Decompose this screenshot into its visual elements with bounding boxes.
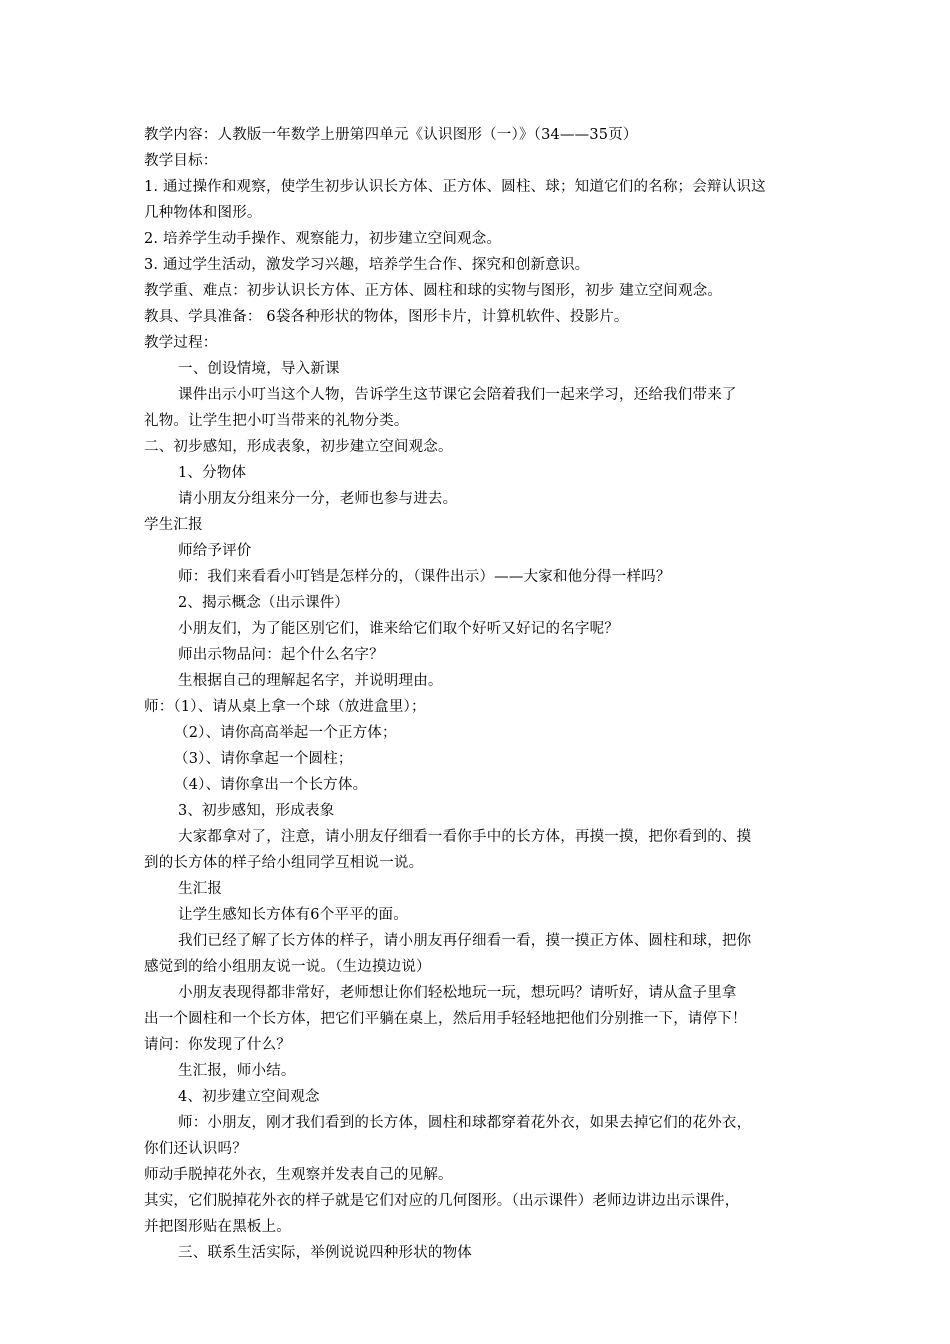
text-line: 教学重、难点：初步认识长方体、正方体、圆柱和球的实物与图形，初步 建立空间观念。 — [144, 283, 723, 299]
text-line: 我们已经了解了长方体的样子，请小朋友再仔细看一看，摸一摸正方体、圆柱和球，把你 — [178, 933, 752, 949]
text-line: 感觉到的给小组朋友说一说。（生边摸边说） — [144, 959, 431, 975]
text-line: 二、初步感知，形成表象，初步建立空间观念。 — [144, 439, 453, 455]
text-line: 其实，它们脱掉花外衣的样子就是它们对应的几何图形。（出示课件）老师边讲边出示课件， — [144, 1193, 740, 1209]
text-line: 你们还认识吗？ — [144, 1141, 247, 1157]
text-line: 让学生感知长方体有6个平平的面。 — [178, 907, 408, 923]
text-line: 3、初步感知，形成表象 — [178, 803, 335, 819]
text-line: 请小朋友分组来分一分，老师也参与进去。 — [178, 491, 458, 507]
text-line: 师：我们来看看小叮铛是怎样分的，（课件出示）——大家和他分得一样吗？ — [178, 569, 671, 585]
text-line: 学生汇报 — [144, 517, 203, 533]
text-line: 教学目标： — [144, 153, 218, 169]
text-line: 生汇报 — [178, 881, 223, 897]
text-line: 一、创设情境，导入新课 — [178, 361, 340, 377]
text-line: 三、联系生活实际，举例说说四种形状的物体 — [178, 1245, 472, 1261]
text-line: （2）、请你高高举起一个正方体； — [174, 725, 397, 741]
text-line: 课件出示小叮当这个人物，告诉学生这节课它会陪着我们一起来学习，还给我们带来了 — [178, 387, 737, 403]
text-line: 1. 通过操作和观察，使学生初步认识长方体、正方体、圆柱、球；知道它们的名称；会辩认识这 — [144, 179, 766, 195]
text-line: 并把图形贴在黑板上。 — [144, 1219, 291, 1235]
text-line: （3）、请你拿起一个圆柱； — [174, 751, 353, 767]
text-line: 师出示物品问：起个什么名字？ — [178, 647, 384, 663]
text-line: 请问：你发现了什么？ — [144, 1037, 291, 1053]
text-line: 几种物体和图形。 — [144, 205, 262, 221]
text-line: 师：（1）、请从桌上拿一个球（放进盒里）； — [144, 699, 426, 715]
text-line: 到的长方体的样子给小组同学互相说一说。 — [144, 855, 424, 871]
text-line: 师：小朋友，刚才我们看到的长方体，圆柱和球都穿着花外衣，如果去掉它们的花外衣， — [178, 1115, 752, 1131]
text-line: 2. 培养学生动手操作、观察能力，初步建立空间观念。 — [144, 231, 502, 247]
text-line: 3. 通过学生活动，激发学习兴趣，培养学生合作、探究和创新意识。 — [144, 257, 590, 273]
text-line: 师动手脱掉花外衣，生观察并发表自己的见解。 — [144, 1167, 453, 1183]
text-line: 2、揭示概念（出示课件） — [178, 595, 350, 611]
text-line: 生汇报，师小结。 — [178, 1063, 296, 1079]
text-line: 教学内容：人教版一年数学上册第四单元《认识图形（一）》（34——35页） — [144, 127, 638, 143]
text-line: （4）、请你拿出一个长方体。 — [174, 777, 368, 793]
text-line: 教学过程： — [144, 335, 218, 351]
text-line: 小朋友表现得都非常好，老师想让你们轻松地玩一玩，想玩吗？请听好，请从盒子里拿 — [178, 985, 737, 1001]
text-line: 出一个圆柱和一个长方体，把它们平躺在桌上，然后用手轻轻地把他们分别推一下，请停下！ — [144, 1011, 747, 1027]
text-line: 师给予评价 — [178, 543, 252, 559]
text-line: 生根据自己的理解起名字，并说明理由。 — [178, 673, 443, 689]
text-line: 教具、学具准备： 6袋各种形状的物体，图形卡片，计算机软件、投影片。 — [144, 309, 629, 325]
text-line: 1、分物体 — [178, 465, 247, 481]
text-line: 4、初步建立空间观念 — [178, 1089, 320, 1105]
text-line: 大家都拿对了，注意，请小朋友仔细看一看你手中的长方体，再摸一摸，把你看到的、摸 — [178, 829, 752, 845]
text-line: 小朋友们，为了能区别它们，谁来给它们取个好听又好记的名字呢？ — [178, 621, 619, 637]
text-line: 礼物。让学生把小叮当带来的礼物分类。 — [144, 413, 409, 429]
document-page — [144, 122, 820, 1266]
